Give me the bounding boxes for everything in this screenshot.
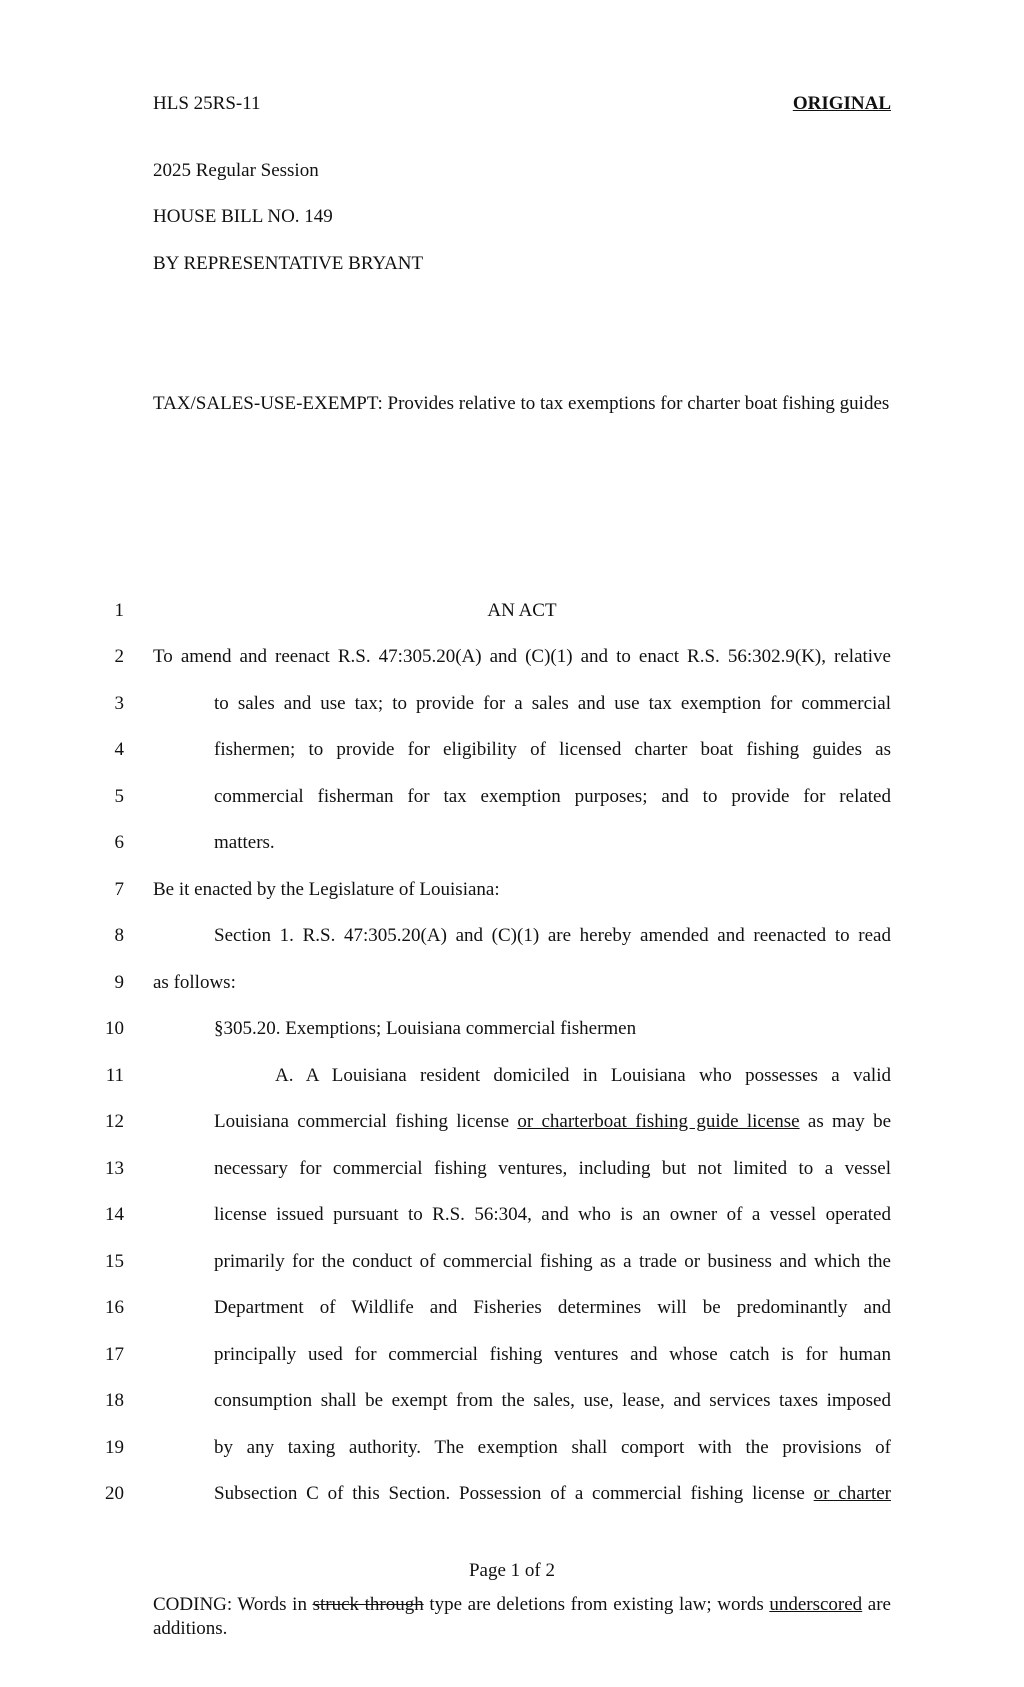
line-number: 9 <box>114 972 124 993</box>
line-number: 3 <box>114 693 124 714</box>
page-number: Page 1 of 2 <box>468 1560 555 1581</box>
coding-legend <box>153 1593 891 1641</box>
text-line: consumption shall be exempt from the sales, use, lease, and services taxes imposed <box>214 1390 891 1411</box>
added-text: or charterboat fishing guide license <box>517 1111 800 1132</box>
line-number: 6 <box>114 832 124 853</box>
line-number: 17 <box>105 1344 124 1365</box>
text-line: primarily for the conduct of commercial fishing as a trade or business and which the <box>214 1251 891 1272</box>
coding-text: are additions. <box>153 1594 891 1639</box>
act-title: AN ACT <box>487 600 557 621</box>
coding-text: type are deletions from existing law; words <box>423 1594 770 1615</box>
line-number: 1 <box>114 600 124 621</box>
version-status: ORIGINAL <box>792 93 891 114</box>
line-number: 10 <box>105 1018 124 1039</box>
text-segment: Louisiana commercial fishing license <box>214 1111 518 1132</box>
bill-number: HOUSE BILL NO. 149 <box>153 206 333 227</box>
text-line: by any taxing authority. The exemption shall comport with the provisions of <box>214 1437 891 1458</box>
line-number: 7 <box>114 879 124 900</box>
session: 2025 Regular Session <box>153 160 319 181</box>
text-line: necessary for commercial fishing ventures, including but not limited to a vessel <box>214 1158 891 1179</box>
text-segment: Subsection C of this Section. Possession of a commercial fishing license <box>214 1483 814 1504</box>
line-number: 2 <box>114 646 124 667</box>
line-number: 12 <box>105 1111 124 1132</box>
section-heading: §305.20. Exemptions; Louisiana commercial fishermen <box>214 1018 637 1039</box>
text-line: as follows: <box>153 972 236 993</box>
line-number: 15 <box>105 1251 124 1272</box>
text-segment: as may be <box>799 1111 891 1132</box>
line-number: 20 <box>105 1483 124 1504</box>
line-number: 5 <box>114 786 124 807</box>
added-text: or charter <box>813 1483 891 1504</box>
coding-text: CODING: Words in <box>153 1594 313 1615</box>
enacting-clause: Be it enacted by the Legislature of Louisiana: <box>153 879 500 900</box>
digest: TAX/SALES-USE-EXEMPT: Provides relative to tax exemptions for charter boat fishing guides <box>153 393 890 414</box>
line-number: 13 <box>105 1158 124 1179</box>
text-line <box>214 1111 891 1133</box>
struck-example: struck through <box>312 1594 424 1615</box>
text-line: principally used for commercial fishing ventures and whose catch is for human <box>214 1344 891 1365</box>
line-number: 11 <box>105 1065 124 1086</box>
author: BY REPRESENTATIVE BRYANT <box>153 253 424 274</box>
line-number: 4 <box>114 739 124 760</box>
underscored-example: underscored <box>769 1594 863 1615</box>
line-number: 19 <box>105 1437 124 1458</box>
text-line: fishermen; to provide for eligibility of licensed charter boat fishing guides as <box>214 739 891 760</box>
text-line: license issued pursuant to R.S. 56:304, and who is an owner of a vessel operated <box>214 1204 891 1225</box>
text-line: A. A Louisiana resident domiciled in Louisiana who possesses a valid <box>275 1065 891 1086</box>
text-line: to sales and use tax; to provide for a sales and use tax exemption for commercial <box>214 693 891 714</box>
bill-code: HLS 25RS-11 <box>153 93 261 114</box>
line-number: 16 <box>105 1297 124 1318</box>
text-line: Section 1. R.S. 47:305.20(A) and (C)(1) are hereby amended and reenacted to read <box>214 925 891 946</box>
line-number: 14 <box>105 1204 124 1225</box>
text-line: matters. <box>214 832 275 853</box>
text-line: To amend and reenact R.S. 47:305.20(A) and (C)(1) and to enact R.S. 56:302.9(K), relative <box>153 646 891 667</box>
line-number: 18 <box>105 1390 124 1411</box>
text-line: Department of Wildlife and Fisheries determines will be predominantly and <box>214 1297 891 1318</box>
text-line <box>214 1483 891 1505</box>
line-number: 8 <box>114 925 124 946</box>
text-line: commercial fisherman for tax exemption purposes; and to provide for related <box>214 786 891 807</box>
